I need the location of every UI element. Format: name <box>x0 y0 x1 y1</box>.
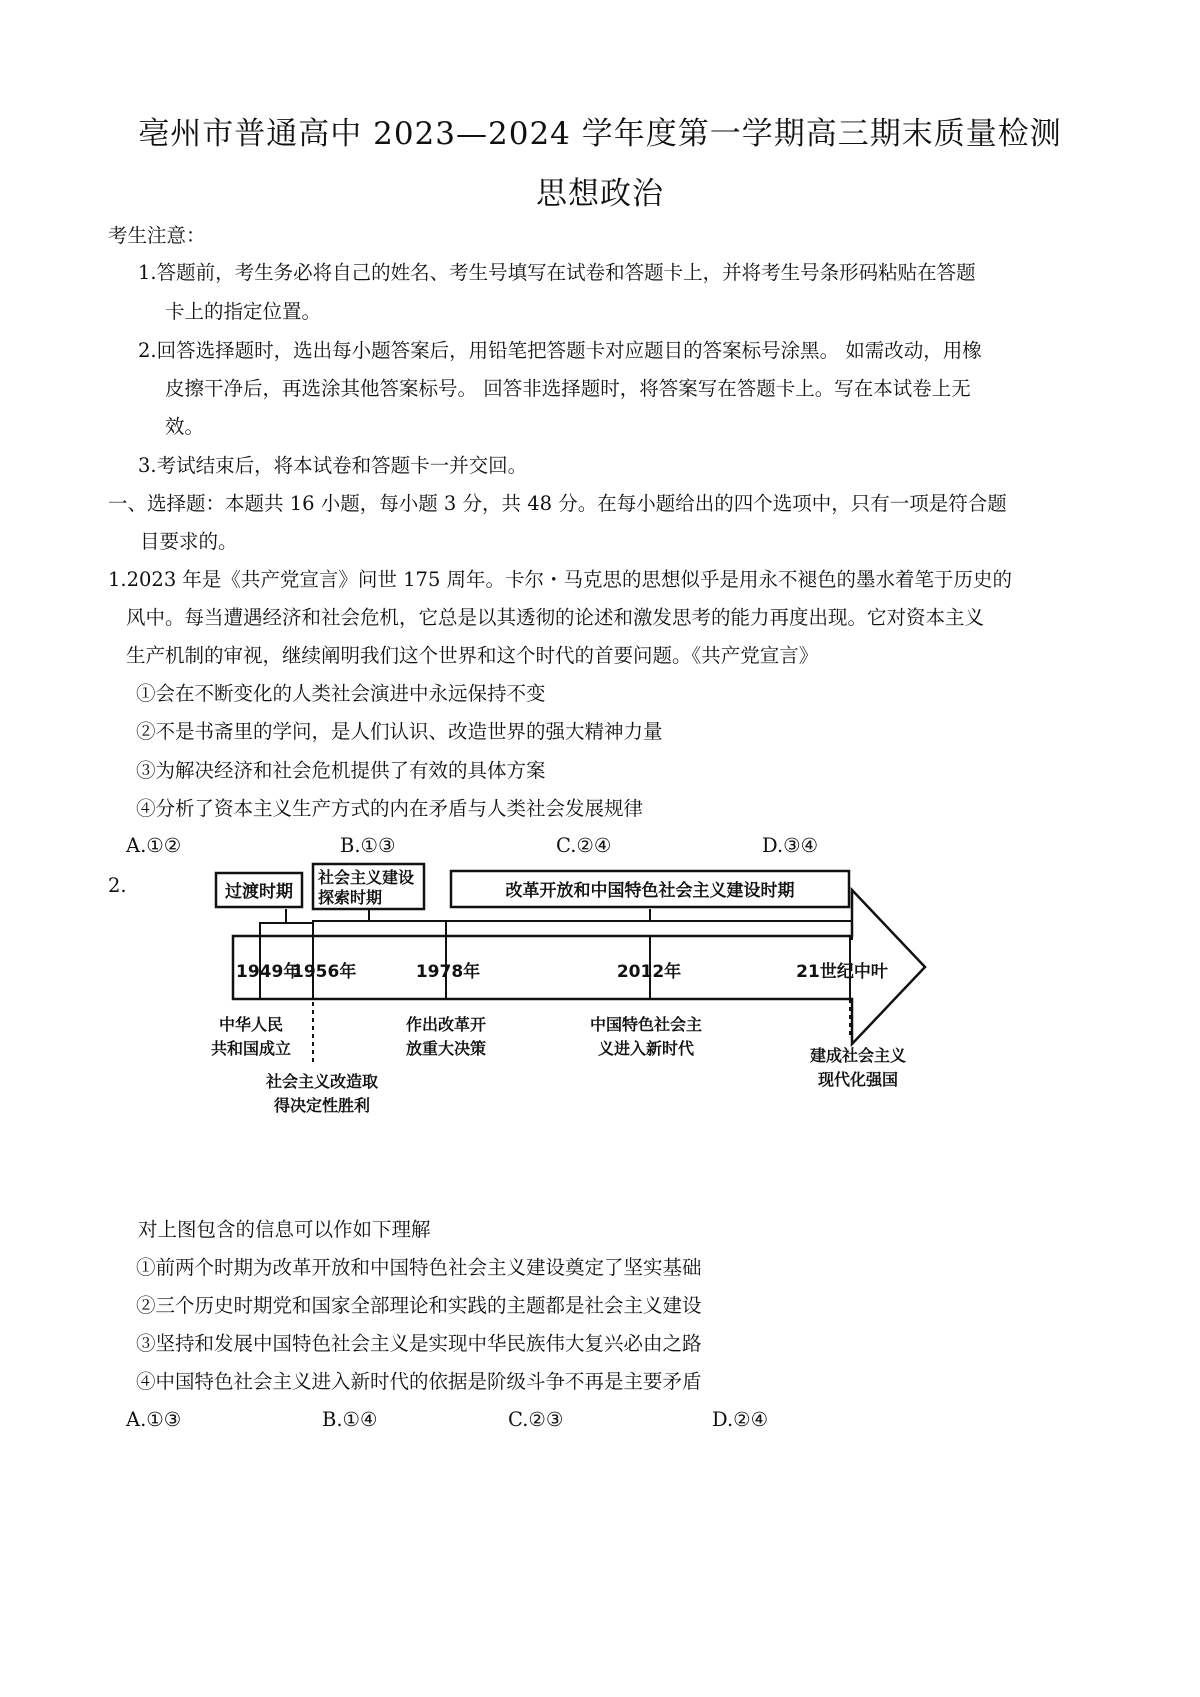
q2-statement-2: ②三个历史时期党和国家全部理论和实践的主题都是社会主义建设 <box>136 1294 702 1317</box>
notice-item-3: 3.考试结束后，将本试卷和答题卡一并交回。 <box>138 454 528 477</box>
notice-heading: 考生注意： <box>108 224 206 247</box>
q2-option-d[interactable]: D.②④ <box>712 1408 769 1431</box>
notice-item-2-line-1: 2.回答选择题时，选出每小题答案后，用铅笔把答题卡对应题目的答案标号涂黑。 如需改动，用橡 <box>138 339 982 362</box>
exam-title: 亳州市普通高中 2023—2024 学年度第一学期高三期末质量检测 <box>138 116 1062 152</box>
q1-statement-4: ④分析了资本主义生产方式的内在矛盾与人类社会发展规律 <box>136 797 644 820</box>
q1-statement-2: ②不是书斋里的学问，是人们认识、改造世界的强大精神力量 <box>136 720 663 743</box>
q2-statement-4: ④中国特色社会主义进入新时代的依据是阶级斗争不再是主要矛盾 <box>136 1370 702 1393</box>
q1-option-b[interactable]: B.①③ <box>340 834 396 857</box>
section-1-heading: 一、选择题：本题共 16 小题，每小题 3 分，共 48 分。在每小题给出的四个选项中，只有一项是符合题 <box>108 492 1007 515</box>
q1-stem-line-3: 生产机制的审视，继续阐明我们这个世界和这个时代的首要问题。《共产党宣言》 <box>126 644 819 667</box>
year-1978: 1978年 <box>415 962 481 982</box>
event-1956-line-2: 得决定性胜利 <box>273 1096 371 1115</box>
q2-statement-3: ③坚持和发展中国特色社会主义是实现中华民族伟大复兴必由之路 <box>136 1332 702 1355</box>
event-1978-line-1: 作出改革开 <box>405 1015 487 1034</box>
year-2012: 2012年 <box>616 962 682 982</box>
period-label-transition: 过渡时期 <box>225 882 293 902</box>
event-1956-line-1: 社会主义改造取 <box>265 1072 379 1091</box>
period-label-exploration-2: 探索时期 <box>318 888 383 907</box>
q1-statement-1: ①会在不断变化的人类社会演进中永远保持不变 <box>136 682 546 705</box>
event-1978-line-2: 放重大决策 <box>405 1039 487 1058</box>
subject-title: 思想政治 <box>536 176 664 212</box>
q2-option-c[interactable]: C.②③ <box>508 1408 564 1431</box>
period-label-reform: 改革开放和中国特色社会主义建设时期 <box>505 881 795 901</box>
year-1949: 1949年 <box>236 962 301 982</box>
event-21st-century-line-2: 现代化强国 <box>817 1070 899 1089</box>
q1-option-c[interactable]: C.②④ <box>556 834 612 857</box>
event-2012-line-2: 义进入新时代 <box>597 1039 695 1058</box>
year-1956: 1956年 <box>292 962 357 982</box>
event-2012-line-1: 中国特色社会主 <box>589 1015 703 1034</box>
q2-option-a[interactable]: A.①③ <box>126 1408 182 1431</box>
notice-item-2-line-2: 皮擦干净后，再选涂其他答案标号。 回答非选择题时，将答案写在答题卡上。写在本试卷上无 <box>165 377 971 400</box>
q2-number: 2. <box>108 874 127 897</box>
event-21st-century-line-1: 建成社会主义 <box>809 1046 907 1065</box>
q2-intro: 对上图包含的信息可以作如下理解 <box>138 1218 431 1241</box>
notice-item-1-line-1: 1.答题前，考生务必将自己的姓名、考生号填写在试卷和答题卡上，并将考生号条形码粘贴在答题 <box>138 261 976 284</box>
q2-statement-1: ①前两个时期为改革开放和中国特色社会主义建设奠定了坚实基础 <box>136 1256 702 1279</box>
event-1949-line-2: 共和国成立 <box>210 1039 292 1058</box>
year-21st-century: 21世纪中叶 <box>796 962 888 982</box>
notice-item-2-line-3: 效。 <box>165 415 205 438</box>
q1-statement-3: ③为解决经济和社会危机提供了有效的具体方案 <box>136 759 546 782</box>
q1-stem-line-2: 风中。每当遭遇经济和社会危机，它总是以其透彻的论述和激发思考的能力再度出现。它对资本主义 <box>126 606 985 629</box>
event-1949-line-1: 中华人民 <box>218 1015 284 1034</box>
q2-option-b[interactable]: B.①④ <box>322 1408 378 1431</box>
period-label-exploration-1: 社会主义建设 <box>318 868 415 887</box>
q1-stem-line-1: 1.2023 年是《共产党宣言》问世 175 周年。卡尔・马克思的思想似乎是用永不褪色的墨水着笔于历史的 <box>108 568 1013 591</box>
section-1-heading-line-2: 目要求的。 <box>140 530 238 553</box>
q1-option-a[interactable]: A.①② <box>126 834 182 857</box>
q1-option-d[interactable]: D.③④ <box>762 834 819 857</box>
notice-item-1-line-2: 卡上的指定位置。 <box>165 300 322 323</box>
